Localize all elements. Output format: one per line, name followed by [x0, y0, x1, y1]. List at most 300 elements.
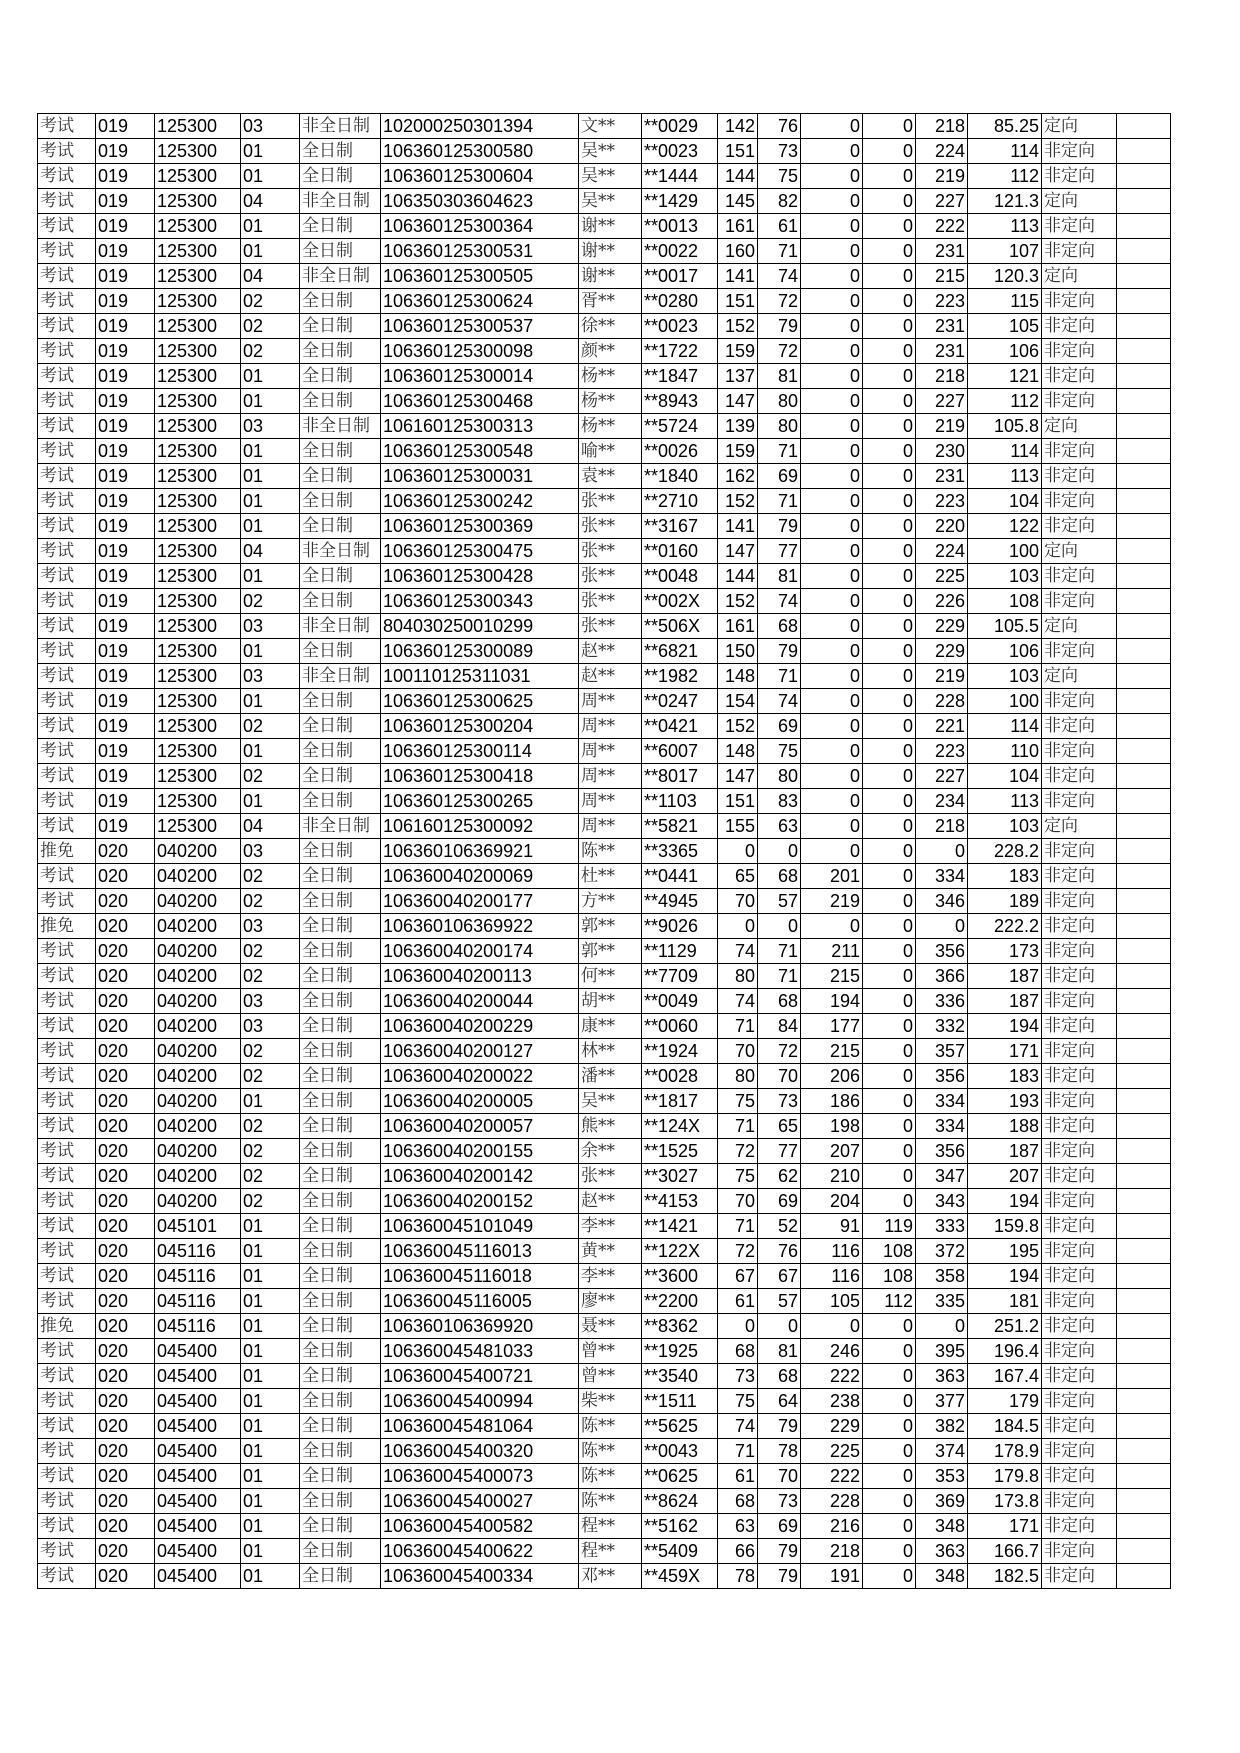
cell-id-suffix: **0060 — [642, 1014, 718, 1039]
cell-candidate-name: 张** — [579, 589, 642, 614]
cell-admission-type: 考试 — [38, 339, 96, 364]
cell-study-mode: 全日制 — [300, 1189, 381, 1214]
cell-total-score: 234 — [916, 789, 968, 814]
cell-candidate-name: 赵** — [579, 639, 642, 664]
cell-final-score: 196.4 — [968, 1339, 1042, 1364]
cell-orientation: 非定向 — [1042, 214, 1117, 239]
cell-admission-type: 考试 — [38, 864, 96, 889]
cell-score-subject-2: 0 — [863, 939, 916, 964]
cell-score-subject-2: 0 — [863, 1039, 916, 1064]
cell-major-code: 040200 — [155, 914, 241, 939]
cell-score-subject-2: 0 — [863, 264, 916, 289]
cell-candidate-name: 谢** — [579, 264, 642, 289]
cell-id-suffix: **3167 — [642, 514, 718, 539]
cell-id-suffix: **8943 — [642, 389, 718, 414]
cell-score-politics: 61 — [718, 1289, 758, 1314]
cell-major-code: 125300 — [155, 589, 241, 614]
table-row — [38, 164, 1171, 189]
cell-exam-id: 106360045481064 — [381, 1414, 579, 1439]
cell-score-subject-2: 0 — [863, 1164, 916, 1189]
cell-id-suffix: **0028 — [642, 1064, 718, 1089]
cell-major-code: 045116 — [155, 1289, 241, 1314]
cell-major-code: 125300 — [155, 114, 241, 139]
cell-admission-type: 考试 — [38, 989, 96, 1014]
table-row — [38, 189, 1171, 214]
cell-study-mode: 全日制 — [300, 1289, 381, 1314]
cell-score-politics: 142 — [718, 114, 758, 139]
cell-id-suffix: **3540 — [642, 1364, 718, 1389]
table-row — [38, 1339, 1171, 1364]
cell-score-subject-1: 105 — [801, 1289, 863, 1314]
cell-score-subject-2: 0 — [863, 114, 916, 139]
cell-score-language: 76 — [758, 1239, 801, 1264]
cell-study-mode: 全日制 — [300, 1164, 381, 1189]
cell-score-language: 52 — [758, 1214, 801, 1239]
cell-direction-code: 01 — [241, 1339, 300, 1364]
cell-score-language: 79 — [758, 639, 801, 664]
cell-score-language: 82 — [758, 189, 801, 214]
cell-score-politics: 155 — [718, 814, 758, 839]
cell-id-suffix: **1982 — [642, 664, 718, 689]
cell-major-code: 125300 — [155, 639, 241, 664]
cell-major-code: 040200 — [155, 864, 241, 889]
cell-score-politics: 70 — [718, 1039, 758, 1064]
cell-score-subject-1: 222 — [801, 1364, 863, 1389]
cell-score-politics: 139 — [718, 414, 758, 439]
cell-unit-code: 020 — [96, 1189, 155, 1214]
cell-orientation: 非定向 — [1042, 989, 1117, 1014]
table-row — [38, 539, 1171, 564]
cell-total-score: 0 — [916, 914, 968, 939]
cell-study-mode: 全日制 — [300, 1039, 381, 1064]
cell-candidate-name: 何** — [579, 964, 642, 989]
cell-direction-code: 03 — [241, 614, 300, 639]
cell-score-politics: 78 — [718, 1564, 758, 1589]
cell-final-score: 194 — [968, 1189, 1042, 1214]
cell-exam-id: 106360040200057 — [381, 1114, 579, 1139]
cell-orientation: 定向 — [1042, 614, 1117, 639]
cell-score-language: 70 — [758, 1464, 801, 1489]
cell-final-score: 194 — [968, 1014, 1042, 1039]
cell-final-score: 114 — [968, 139, 1042, 164]
cell-unit-code: 019 — [96, 339, 155, 364]
cell-study-mode: 非全日制 — [300, 814, 381, 839]
cell-score-politics: 71 — [718, 1014, 758, 1039]
cell-score-subject-2: 0 — [863, 564, 916, 589]
cell-study-mode: 全日制 — [300, 139, 381, 164]
cell-direction-code: 02 — [241, 714, 300, 739]
cell-score-politics: 74 — [718, 989, 758, 1014]
cell-remark — [1117, 189, 1171, 214]
cell-unit-code: 019 — [96, 589, 155, 614]
cell-candidate-name: 吴** — [579, 189, 642, 214]
cell-orientation: 非定向 — [1042, 1089, 1117, 1114]
cell-score-subject-2: 0 — [863, 964, 916, 989]
cell-total-score: 225 — [916, 564, 968, 589]
cell-orientation: 定向 — [1042, 664, 1117, 689]
cell-remark — [1117, 1464, 1171, 1489]
cell-direction-code: 01 — [241, 1239, 300, 1264]
table-row — [38, 664, 1171, 689]
cell-score-subject-2: 0 — [863, 1514, 916, 1539]
cell-candidate-name: 颜** — [579, 339, 642, 364]
cell-score-politics: 63 — [718, 1514, 758, 1539]
cell-study-mode: 全日制 — [300, 1414, 381, 1439]
cell-score-subject-2: 0 — [863, 789, 916, 814]
cell-total-score: 218 — [916, 814, 968, 839]
table-row — [38, 139, 1171, 164]
cell-direction-code: 01 — [241, 1389, 300, 1414]
cell-direction-code: 02 — [241, 1064, 300, 1089]
cell-final-score: 251.2 — [968, 1314, 1042, 1339]
cell-orientation: 非定向 — [1042, 1114, 1117, 1139]
cell-unit-code: 019 — [96, 414, 155, 439]
cell-admission-type: 考试 — [38, 1039, 96, 1064]
cell-remark — [1117, 1439, 1171, 1464]
cell-remark — [1117, 1214, 1171, 1239]
cell-score-subject-2: 119 — [863, 1214, 916, 1239]
cell-direction-code: 03 — [241, 414, 300, 439]
cell-total-score: 221 — [916, 714, 968, 739]
cell-exam-id: 106360125300624 — [381, 289, 579, 314]
cell-score-language: 79 — [758, 514, 801, 539]
cell-direction-code: 01 — [241, 739, 300, 764]
cell-unit-code: 019 — [96, 564, 155, 589]
cell-final-score: 193 — [968, 1089, 1042, 1114]
cell-admission-type: 考试 — [38, 1339, 96, 1364]
cell-exam-id: 106360125300089 — [381, 639, 579, 664]
cell-study-mode: 全日制 — [300, 939, 381, 964]
cell-major-code: 125300 — [155, 514, 241, 539]
cell-id-suffix: **5409 — [642, 1539, 718, 1564]
cell-exam-id: 106360125300531 — [381, 239, 579, 264]
cell-direction-code: 01 — [241, 789, 300, 814]
cell-candidate-name: 杨** — [579, 414, 642, 439]
cell-total-score: 333 — [916, 1214, 968, 1239]
cell-orientation: 非定向 — [1042, 689, 1117, 714]
cell-score-language: 73 — [758, 1489, 801, 1514]
cell-study-mode: 全日制 — [300, 239, 381, 264]
cell-exam-id: 106360045481033 — [381, 1339, 579, 1364]
cell-candidate-name: 张** — [579, 564, 642, 589]
cell-score-language: 72 — [758, 1039, 801, 1064]
cell-orientation: 非定向 — [1042, 439, 1117, 464]
cell-remark — [1117, 239, 1171, 264]
cell-score-politics: 74 — [718, 939, 758, 964]
cell-final-score: 159.8 — [968, 1214, 1042, 1239]
cell-score-language: 71 — [758, 439, 801, 464]
cell-exam-id: 106160125300092 — [381, 814, 579, 839]
cell-score-subject-2: 0 — [863, 639, 916, 664]
cell-score-subject-1: 116 — [801, 1264, 863, 1289]
cell-study-mode: 全日制 — [300, 289, 381, 314]
cell-unit-code: 020 — [96, 989, 155, 1014]
cell-id-suffix: **1817 — [642, 1089, 718, 1114]
cell-major-code: 125300 — [155, 239, 241, 264]
cell-remark — [1117, 1064, 1171, 1089]
cell-score-subject-2: 0 — [863, 1064, 916, 1089]
cell-direction-code: 01 — [241, 239, 300, 264]
cell-score-subject-1: 116 — [801, 1239, 863, 1264]
cell-orientation: 非定向 — [1042, 514, 1117, 539]
cell-score-subject-1: 0 — [801, 289, 863, 314]
cell-orientation: 非定向 — [1042, 1489, 1117, 1514]
cell-admission-type: 考试 — [38, 139, 96, 164]
cell-orientation: 非定向 — [1042, 289, 1117, 314]
cell-major-code: 125300 — [155, 214, 241, 239]
cell-exam-id: 102000250301394 — [381, 114, 579, 139]
cell-exam-id: 106360125300475 — [381, 539, 579, 564]
cell-major-code: 125300 — [155, 539, 241, 564]
cell-final-score: 104 — [968, 764, 1042, 789]
cell-direction-code: 02 — [241, 939, 300, 964]
cell-score-politics: 137 — [718, 364, 758, 389]
cell-score-language: 80 — [758, 389, 801, 414]
cell-direction-code: 01 — [241, 1289, 300, 1314]
cell-major-code: 040200 — [155, 1189, 241, 1214]
cell-exam-id: 106360125300468 — [381, 389, 579, 414]
cell-admission-type: 推免 — [38, 914, 96, 939]
cell-score-subject-2: 0 — [863, 1464, 916, 1489]
cell-score-subject-1: 0 — [801, 539, 863, 564]
cell-score-language: 71 — [758, 239, 801, 264]
cell-direction-code: 02 — [241, 1139, 300, 1164]
cell-major-code: 125300 — [155, 264, 241, 289]
cell-study-mode: 全日制 — [300, 514, 381, 539]
cell-score-language: 81 — [758, 364, 801, 389]
cell-id-suffix: **0023 — [642, 314, 718, 339]
cell-score-politics: 147 — [718, 389, 758, 414]
table-row — [38, 489, 1171, 514]
cell-remark — [1117, 564, 1171, 589]
table-row — [38, 1264, 1171, 1289]
cell-candidate-name: 陈** — [579, 1489, 642, 1514]
cell-study-mode: 全日制 — [300, 1064, 381, 1089]
cell-orientation: 非定向 — [1042, 1464, 1117, 1489]
cell-id-suffix: **2200 — [642, 1289, 718, 1314]
cell-orientation: 非定向 — [1042, 1214, 1117, 1239]
cell-final-score: 113 — [968, 789, 1042, 814]
cell-orientation: 非定向 — [1042, 1539, 1117, 1564]
cell-score-subject-2: 0 — [863, 214, 916, 239]
cell-unit-code: 019 — [96, 664, 155, 689]
cell-total-score: 231 — [916, 339, 968, 364]
table-row — [38, 1064, 1171, 1089]
cell-score-subject-1: 0 — [801, 764, 863, 789]
cell-score-language: 65 — [758, 1114, 801, 1139]
cell-score-subject-1: 206 — [801, 1064, 863, 1089]
cell-unit-code: 019 — [96, 514, 155, 539]
cell-score-subject-2: 0 — [863, 814, 916, 839]
cell-orientation: 非定向 — [1042, 964, 1117, 989]
cell-score-subject-2: 112 — [863, 1289, 916, 1314]
cell-score-politics: 68 — [718, 1339, 758, 1364]
cell-score-subject-2: 0 — [863, 339, 916, 364]
cell-unit-code: 020 — [96, 914, 155, 939]
cell-orientation: 非定向 — [1042, 714, 1117, 739]
cell-score-subject-1: 0 — [801, 114, 863, 139]
cell-remark — [1117, 389, 1171, 414]
cell-major-code: 125300 — [155, 414, 241, 439]
cell-score-language: 77 — [758, 1139, 801, 1164]
cell-remark — [1117, 1414, 1171, 1439]
cell-total-score: 231 — [916, 464, 968, 489]
cell-orientation: 非定向 — [1042, 239, 1117, 264]
cell-major-code: 040200 — [155, 1014, 241, 1039]
cell-study-mode: 全日制 — [300, 839, 381, 864]
cell-major-code: 045400 — [155, 1364, 241, 1389]
cell-total-score: 218 — [916, 364, 968, 389]
cell-score-language: 61 — [758, 214, 801, 239]
cell-score-subject-1: 0 — [801, 489, 863, 514]
cell-direction-code: 04 — [241, 264, 300, 289]
cell-total-score: 356 — [916, 1064, 968, 1089]
cell-score-politics: 162 — [718, 464, 758, 489]
cell-score-subject-1: 215 — [801, 1039, 863, 1064]
cell-unit-code: 019 — [96, 239, 155, 264]
cell-score-language: 72 — [758, 339, 801, 364]
cell-exam-id: 106360045101049 — [381, 1214, 579, 1239]
cell-exam-id: 106360125300242 — [381, 489, 579, 514]
cell-candidate-name: 杨** — [579, 364, 642, 389]
cell-score-subject-1: 186 — [801, 1089, 863, 1114]
cell-major-code: 125300 — [155, 289, 241, 314]
cell-study-mode: 全日制 — [300, 889, 381, 914]
cell-unit-code: 020 — [96, 1414, 155, 1439]
cell-score-subject-1: 228 — [801, 1489, 863, 1514]
cell-total-score: 334 — [916, 1114, 968, 1139]
cell-score-politics: 0 — [718, 1314, 758, 1339]
cell-score-subject-2: 0 — [863, 514, 916, 539]
cell-study-mode: 全日制 — [300, 464, 381, 489]
cell-score-subject-1: 229 — [801, 1414, 863, 1439]
cell-total-score: 346 — [916, 889, 968, 914]
cell-score-politics: 72 — [718, 1139, 758, 1164]
cell-score-subject-2: 0 — [863, 489, 916, 514]
cell-score-subject-1: 246 — [801, 1339, 863, 1364]
cell-id-suffix: **1925 — [642, 1339, 718, 1364]
cell-orientation: 非定向 — [1042, 1189, 1117, 1214]
table-row — [38, 439, 1171, 464]
cell-remark — [1117, 114, 1171, 139]
cell-score-subject-2: 0 — [863, 164, 916, 189]
cell-id-suffix: **3365 — [642, 839, 718, 864]
cell-score-subject-2: 0 — [863, 389, 916, 414]
table-row — [38, 1514, 1171, 1539]
cell-orientation: 非定向 — [1042, 739, 1117, 764]
cell-major-code: 125300 — [155, 464, 241, 489]
cell-candidate-name: 邓** — [579, 1564, 642, 1589]
cell-admission-type: 考试 — [38, 1114, 96, 1139]
cell-total-score: 357 — [916, 1039, 968, 1064]
cell-final-score: 112 — [968, 389, 1042, 414]
cell-final-score: 182.5 — [968, 1564, 1042, 1589]
cell-direction-code: 03 — [241, 839, 300, 864]
cell-final-score: 183 — [968, 1064, 1042, 1089]
cell-total-score: 353 — [916, 1464, 968, 1489]
cell-unit-code: 019 — [96, 739, 155, 764]
cell-score-subject-1: 0 — [801, 464, 863, 489]
cell-major-code: 045101 — [155, 1214, 241, 1239]
cell-study-mode: 全日制 — [300, 1314, 381, 1339]
cell-score-subject-2: 0 — [863, 1489, 916, 1514]
cell-score-language: 81 — [758, 1339, 801, 1364]
cell-score-subject-1: 207 — [801, 1139, 863, 1164]
cell-candidate-name: 黄** — [579, 1239, 642, 1264]
cell-score-subject-2: 0 — [863, 739, 916, 764]
cell-id-suffix: **0017 — [642, 264, 718, 289]
table-row — [38, 1489, 1171, 1514]
cell-study-mode: 全日制 — [300, 1539, 381, 1564]
cell-final-score: 103 — [968, 664, 1042, 689]
cell-exam-id: 106360125300625 — [381, 689, 579, 714]
table-row — [38, 839, 1171, 864]
cell-remark — [1117, 514, 1171, 539]
cell-unit-code: 019 — [96, 539, 155, 564]
cell-score-subject-1: 0 — [801, 689, 863, 714]
cell-study-mode: 全日制 — [300, 364, 381, 389]
cell-candidate-name: 胡** — [579, 989, 642, 1014]
cell-score-subject-1: 219 — [801, 889, 863, 914]
cell-total-score: 374 — [916, 1439, 968, 1464]
cell-admission-type: 考试 — [38, 464, 96, 489]
cell-major-code: 125300 — [155, 364, 241, 389]
cell-exam-id: 106360040200152 — [381, 1189, 579, 1214]
table-row — [38, 1414, 1171, 1439]
cell-exam-id: 106360040200127 — [381, 1039, 579, 1064]
cell-admission-type: 推免 — [38, 839, 96, 864]
cell-score-subject-2: 0 — [863, 464, 916, 489]
cell-total-score: 230 — [916, 439, 968, 464]
cell-remark — [1117, 1339, 1171, 1364]
cell-candidate-name: 李** — [579, 1214, 642, 1239]
cell-direction-code: 01 — [241, 1314, 300, 1339]
cell-score-politics: 73 — [718, 1364, 758, 1389]
cell-candidate-name: 谢** — [579, 214, 642, 239]
cell-score-language: 62 — [758, 1164, 801, 1189]
cell-study-mode: 全日制 — [300, 1389, 381, 1414]
cell-candidate-name: 陈** — [579, 1439, 642, 1464]
cell-orientation: 定向 — [1042, 539, 1117, 564]
cell-major-code: 045116 — [155, 1264, 241, 1289]
cell-score-subject-2: 108 — [863, 1264, 916, 1289]
cell-score-politics: 148 — [718, 664, 758, 689]
cell-score-language: 73 — [758, 139, 801, 164]
cell-direction-code: 03 — [241, 114, 300, 139]
cell-remark — [1117, 264, 1171, 289]
cell-final-score: 110 — [968, 739, 1042, 764]
cell-score-subject-1: 0 — [801, 839, 863, 864]
cell-exam-id: 106360040200177 — [381, 889, 579, 914]
cell-admission-type: 考试 — [38, 1439, 96, 1464]
cell-total-score: 222 — [916, 214, 968, 239]
cell-unit-code: 019 — [96, 764, 155, 789]
cell-remark — [1117, 489, 1171, 514]
cell-admission-type: 考试 — [38, 1289, 96, 1314]
cell-major-code: 045400 — [155, 1439, 241, 1464]
cell-remark — [1117, 464, 1171, 489]
cell-admission-type: 考试 — [38, 789, 96, 814]
cell-score-subject-2: 0 — [863, 189, 916, 214]
cell-study-mode: 全日制 — [300, 339, 381, 364]
cell-direction-code: 01 — [241, 1089, 300, 1114]
cell-score-language: 79 — [758, 314, 801, 339]
cell-remark — [1117, 964, 1171, 989]
cell-score-subject-2: 0 — [863, 889, 916, 914]
cell-id-suffix: **0280 — [642, 289, 718, 314]
cell-study-mode: 非全日制 — [300, 414, 381, 439]
cell-score-language: 79 — [758, 1539, 801, 1564]
